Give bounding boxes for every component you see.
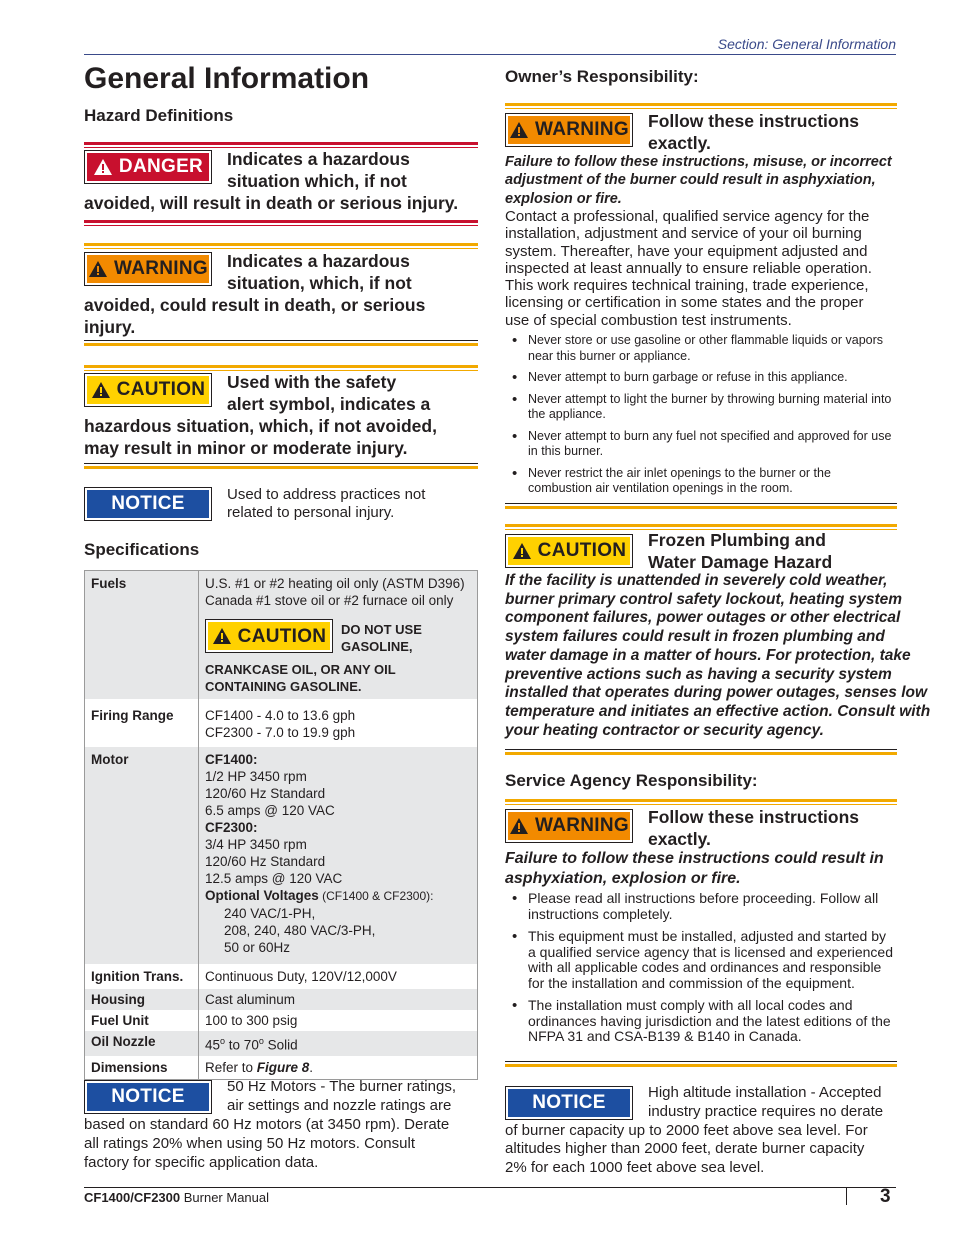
owner-warning-badge-label: WARNING: [535, 119, 629, 140]
dim-val-b: Figure 8: [256, 1059, 310, 1075]
owner-p4: inspected at least annually to ensure reliable operation.: [505, 259, 872, 277]
caution-rest2: may result in minor or moderate injury.: [84, 438, 408, 458]
notice-50hz-line5: factory for specific application data.: [84, 1154, 319, 1171]
danger-badge-label: DANGER: [118, 156, 204, 177]
warning-rest1: avoided, could result in death, or serious: [84, 295, 426, 315]
owner-p3: system. Thereafter, have your equipment adjusted and: [505, 242, 868, 260]
notice-line2: related to personal injury.: [227, 504, 395, 521]
warning-alert-icon: [88, 260, 108, 278]
service-bullet-list: [505, 891, 896, 1051]
danger-line1: Indicates a hazardous: [227, 149, 410, 169]
caution-rest1: hazardous situation, which, if not avoided,: [84, 416, 437, 436]
owner-warning-badge: [505, 113, 633, 147]
motor-cf2300: CF2300:: [205, 820, 258, 835]
warning-line2: situation, which, if not: [227, 273, 412, 293]
fuelunit-value: 100 to 300 psig: [205, 1013, 298, 1028]
footer-doc-title: [84, 1190, 269, 1205]
notice-badge-label: NOTICE: [111, 493, 185, 514]
motor-cf1400: CF1400:: [205, 752, 258, 767]
danger-line2: situation which, if not: [227, 171, 407, 191]
caution-bottom-rule: [84, 463, 478, 469]
table-row: [85, 964, 478, 989]
service-warning-badge-label: WARNING: [535, 815, 629, 836]
specifications-table: [84, 570, 478, 1080]
motor-opt-note: (CF1400 & CF2300):: [318, 889, 434, 903]
nozzle-value: [199, 1031, 478, 1056]
footer-doc: Burner Manual: [180, 1190, 270, 1205]
owner-warning-alert-icon: [509, 121, 529, 139]
frozen-caution-badge-label: CAUTION: [537, 540, 627, 561]
danger-badge: [84, 150, 212, 184]
motor-a3: 6.5 amps @ 120 VAC: [205, 803, 335, 818]
fuels-caution-badge-label: CAUTION: [237, 625, 327, 647]
frozen-l8: temperature and initiates an effective action. Consult with: [505, 702, 931, 720]
service-heading: Service Agency Responsibility:: [505, 771, 758, 790]
frozen-l7: installed that operates during power outages, senses low: [505, 684, 928, 702]
owner-p6: licensing or certification in some states and the proper: [505, 294, 864, 312]
frozen-title1: Frozen Plumbing and: [648, 530, 826, 550]
fuels-line1: U.S. #1 or #2 heating oil only (ASTM D396): [205, 576, 465, 591]
motor-a2: 120/60 Hz Standard: [205, 786, 326, 801]
page-title: General Information: [84, 62, 370, 95]
table-row: [85, 571, 478, 700]
owner-heading: Owner’s Responsibility:: [505, 67, 699, 86]
notice-altitude-line4: altitudes higher than 2000 feet, derate burner capacity: [505, 1140, 865, 1157]
notice-50hz-line4: all ratings 20% when using 50 Hz motors. Consult: [84, 1135, 415, 1152]
page-number: 3: [880, 1186, 891, 1207]
owner-paragraph: [505, 208, 872, 329]
warning-badge-label: WARNING: [114, 258, 208, 279]
owner-warn1: Failure to follow these instructions, misuse, or incorrect: [505, 154, 892, 170]
motor-label: Motor: [85, 747, 199, 964]
table-row: [85, 1010, 478, 1031]
caution-badge-label: CAUTION: [116, 379, 206, 400]
fuels-line2: Canada #1 stove oil or #2 furnace oil only: [205, 593, 454, 608]
dim-val-c: .: [309, 1059, 314, 1075]
owner-bottom-rule: [505, 503, 897, 509]
firing-label: Firing Range: [85, 699, 199, 747]
fuels-caution-4: CONTAINING GASOLINE.: [205, 679, 362, 694]
frozen-l3: component failures, power outages or other electrical: [505, 609, 901, 627]
fuelunit-label: Fuel Unit: [85, 1010, 199, 1031]
owner-p5: This work requires technical training, trade experience,: [505, 277, 869, 295]
service-warning-badge: [505, 809, 633, 843]
warning-line1: Indicates a hazardous: [227, 251, 410, 271]
service-warning-alert-icon: [509, 817, 529, 835]
table-row: [85, 1031, 478, 1056]
motor-value: [199, 747, 478, 964]
motor-b3: 12.5 amps @ 120 VAC: [205, 871, 343, 886]
motor-o3: 50 or 60Hz: [224, 940, 291, 955]
frozen-l6: preventive actions such as having a security system: [505, 665, 892, 683]
frozen-warning-text: [505, 572, 930, 740]
fuels-caution-badge: [205, 619, 333, 653]
notice-altitude-line5: 2% for each 1000 feet above sea level.: [505, 1159, 765, 1176]
notice-altitude-badge-label: NOTICE: [532, 1092, 606, 1113]
dim-value: [199, 1056, 478, 1080]
warning-bottom-rule: [84, 340, 478, 346]
nozzle-val-b: o: [220, 1036, 226, 1046]
notice-badge: [84, 487, 212, 521]
service-bottom-rule: [505, 1061, 897, 1067]
service-follow2: exactly.: [648, 829, 711, 849]
caution-alert-icon: [91, 381, 111, 399]
motor-o1: 240 VAC/1-PH,: [224, 906, 316, 921]
motor-b2: 120/60 Hz Standard: [205, 854, 326, 869]
footer-rule: [84, 1187, 896, 1188]
service-warn1: Failure to follow these instructions could result in: [505, 850, 884, 867]
fuels-value: [199, 571, 478, 700]
fuels-caution-1: DO NOT USE: [341, 622, 422, 637]
motor-b1: 3/4 HP 3450 rpm: [205, 837, 307, 852]
motor-opt: Optional Voltages: [205, 888, 319, 903]
motor-optional-voltages: [205, 887, 471, 905]
owner-follow1: Follow these instructions: [648, 111, 859, 131]
caution-line2: alert symbol, indicates a: [227, 394, 431, 414]
warning-badge: [84, 252, 212, 286]
frozen-l1: If the facility is unattended in severely cold weather,: [505, 572, 888, 589]
footer-model: CF1400/CF2300: [84, 1190, 181, 1205]
ign-label: Ignition Trans.: [85, 964, 199, 989]
frozen-caution-badge: [505, 534, 633, 568]
service-follow1: Follow these instructions: [648, 807, 859, 827]
list-item: • Never restrict the air inlet openings to the burner or the combustion air ventilation openings in the room.: [528, 466, 893, 497]
nozzle-val-d: o: [258, 1036, 264, 1046]
list-item: • Please read all instructions before proceeding. Follow all instructions completely.: [528, 891, 896, 922]
owner-p1: Contact a professional, qualified service agency for the: [505, 208, 870, 225]
service-warning-text: [505, 849, 884, 888]
owner-warn3: explosion or fire.: [505, 190, 622, 207]
service-warn2: asphyxiation, explosion or fire.: [505, 869, 741, 887]
frozen-bottom-rule: [505, 749, 897, 755]
notice-altitude-badge: [505, 1086, 633, 1120]
table-row: [85, 989, 478, 1010]
owner-p7: use of special combustion test instruments.: [505, 311, 792, 329]
housing-label: Housing: [85, 989, 199, 1010]
owner-bullet-list: [505, 333, 893, 503]
warning-rest2: injury.: [84, 317, 136, 337]
fuels-caution-3: CRANKCASE OIL, OR ANY OIL: [205, 662, 396, 677]
owner-p2: installation, adjustment and service of your oil burning: [505, 225, 862, 243]
notice-50hz-line2: air settings and nozzle ratings are: [227, 1097, 452, 1114]
specifications-heading: Specifications: [84, 540, 200, 559]
motor-a1: 1/2 HP 3450 rpm: [205, 769, 307, 784]
frozen-title2: Water Damage Hazard: [648, 552, 833, 572]
service-top-rule: [505, 799, 897, 805]
fuels-caution-alert-icon: [212, 627, 232, 645]
danger-alert-icon: [93, 158, 113, 176]
owner-top-rule: [505, 103, 897, 109]
footer-divider: [846, 1187, 847, 1205]
table-row: [85, 699, 478, 747]
danger-rest: avoided, will result in death or serious injury.: [84, 193, 459, 213]
list-item: • Never attempt to light the burner by throwing burning material into the appliance.: [528, 392, 893, 423]
nozzle-val-e: Solid: [263, 1037, 298, 1053]
list-item: • Never attempt to burn garbage or refuse in this appliance.: [528, 370, 893, 386]
notice-50hz-line3: based on standard 60 Hz motors (at 3450 rpm). Derate: [84, 1116, 450, 1133]
firing-2: CF2300 - 7.0 to 19.9 gph: [205, 725, 356, 740]
hazard-definitions-heading: Hazard Definitions: [84, 106, 234, 125]
list-item: • Never store or use gasoline or other flammable liquids or vapors near this burner or appliance.: [528, 333, 893, 364]
nozzle-val-a: 45: [205, 1037, 221, 1053]
caution-badge: [84, 373, 212, 407]
notice-altitude-line2: industry practice requires no derate: [648, 1103, 884, 1120]
owner-warning-text: [505, 153, 892, 208]
ign-value: Continuous Duty, 120V/12,000V: [205, 969, 397, 984]
notice-altitude-line3: of burner capacity up to 2000 feet above sea level. For: [505, 1122, 868, 1139]
firing-1: CF1400 - 4.0 to 13.6 gph: [205, 708, 356, 723]
header-rule: [84, 54, 896, 55]
table-row: [85, 1056, 478, 1080]
table-row: [85, 747, 478, 964]
dim-label: Dimensions: [85, 1056, 199, 1080]
nozzle-val-c: to 70: [225, 1037, 259, 1053]
frozen-l4: system failures could result in frozen plumbing and: [505, 628, 885, 646]
notice-50hz-line1: 50 Hz Motors - The burner ratings,: [227, 1078, 456, 1095]
fuels-caution-2: GASOLINE,: [341, 639, 413, 654]
housing-value: Cast aluminum: [205, 992, 296, 1007]
nozzle-label: Oil Nozzle: [85, 1031, 199, 1056]
firing-value: [199, 699, 478, 747]
frozen-l2: burner primary control safety lockout, heating system: [505, 590, 903, 608]
caution-line1: Used with the safety: [227, 372, 397, 392]
danger-bottom-rule: [84, 220, 478, 226]
notice-line1: Used to address practices not: [227, 486, 426, 503]
list-item: • Never attempt to burn any fuel not specified and approved for use in this burner.: [528, 429, 893, 460]
section-label: Section: General Information: [717, 36, 896, 52]
list-item: • The installation must comply with all local codes and ordinances having jurisdiction and the latest editions of the NFPA 31 and CSA-B139 & B140 in Canada.: [528, 998, 896, 1045]
fuels-label: Fuels: [85, 571, 199, 700]
owner-follow2: exactly.: [648, 133, 711, 153]
frozen-l9: your heating contractor or security agency.: [505, 721, 824, 739]
notice-50hz-badge-label: NOTICE: [111, 1086, 185, 1107]
dim-val-a: Refer to: [205, 1059, 257, 1075]
warning-top-rule: [84, 243, 478, 249]
frozen-caution-alert-icon: [512, 542, 532, 560]
frozen-l5: water damage in a matter of hours. For protection, take: [505, 646, 911, 664]
notice-50hz-badge: [84, 1080, 212, 1114]
owner-warn2: adjustment of the burner could result in asphyxiation,: [505, 172, 876, 189]
notice-altitude-line1: High altitude installation - Accepted: [648, 1084, 882, 1101]
list-item: • This equipment must be installed, adjusted and started by a qualified service agency that is licensed and experienced with all applicable codes and ordinances and responsible for the installation and commission of the equipment.: [528, 929, 896, 991]
motor-o2: 208, 240, 480 VAC/3-PH,: [224, 923, 376, 938]
